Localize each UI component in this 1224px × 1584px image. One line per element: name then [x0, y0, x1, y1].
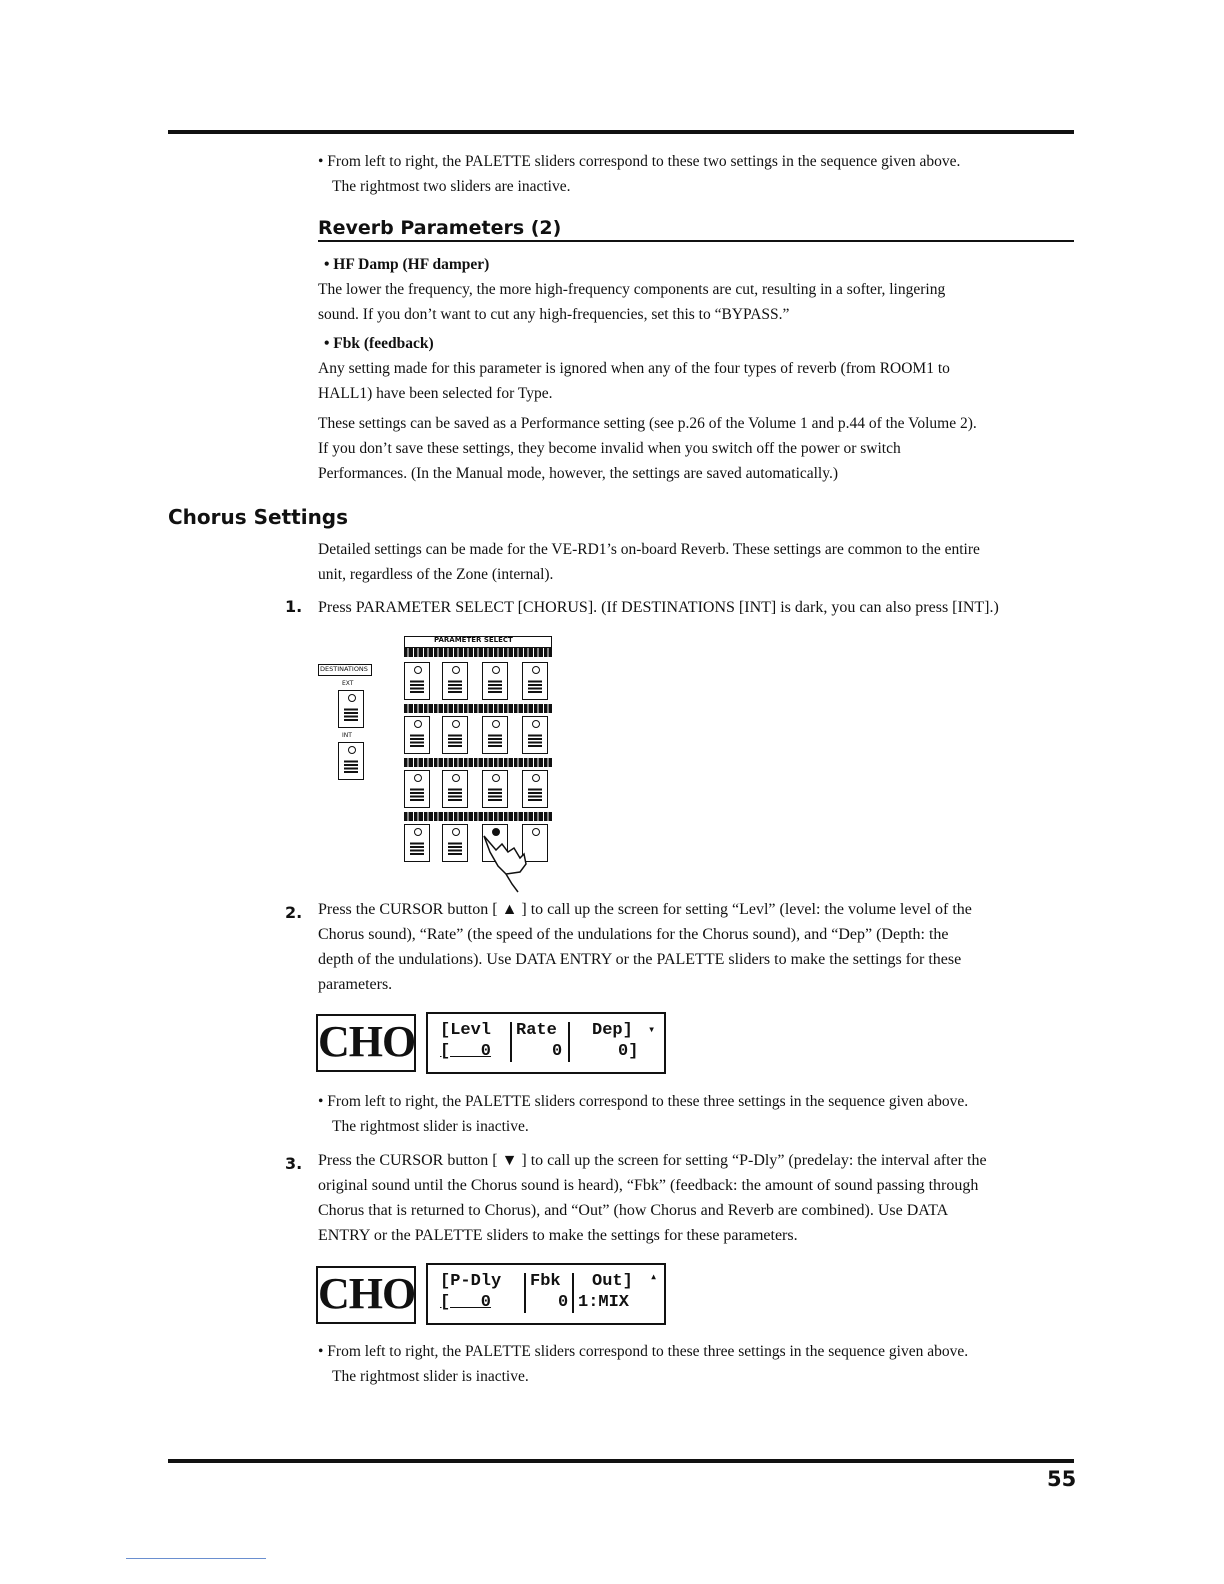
key-face: [528, 787, 542, 801]
note3: [318, 1339, 1078, 1389]
note3-line1: • From left to right, the PALETTE sliders correspond to these three settings in the sequence given above.: [318, 1343, 969, 1360]
param-key[interactable]: [404, 716, 430, 754]
chorus-intro: [318, 537, 1078, 587]
key-face: [410, 733, 424, 747]
reverb-section-title: Reverb Parameters (2): [318, 217, 562, 239]
lcd1-screen: [426, 1012, 666, 1074]
key-face: [448, 679, 462, 693]
lcd1-divider: [568, 1022, 570, 1062]
lcd2-scroll-arrow: ▴: [650, 1270, 658, 1284]
note2-line1: • From left to right, the PALETTE sliders correspond to these three settings in the sequence given above.: [318, 1093, 969, 1110]
note3-line2: The rightmost slider is inactive.: [332, 1368, 529, 1385]
int-key[interactable]: [338, 742, 364, 780]
param-key[interactable]: [482, 716, 508, 754]
led-indicator: [532, 720, 540, 728]
lcd1-levl-value: [ 0: [440, 1042, 492, 1061]
lcd2-fbk-label: Fbk: [530, 1272, 561, 1291]
param-key[interactable]: [442, 716, 468, 754]
lcd2-out-label: Out]: [592, 1272, 633, 1291]
step3-line1: Press the CURSOR button [ ▼ ] to call up the screen for setting “P-Dly” (predelay: the interval after the: [318, 1152, 987, 1169]
ext-key[interactable]: [338, 690, 364, 728]
ext-label: EXT: [342, 680, 354, 687]
hf-damp-line2: sound. If you don’t want to cut any high-frequencies, set this to “BYPASS.”: [318, 306, 790, 323]
fbk-line1: Any setting made for this parameter is ignored when any of the four types of reverb (from ROOM1 to: [318, 360, 950, 377]
led-indicator: [414, 774, 422, 782]
param-key[interactable]: [404, 662, 430, 700]
lcd2-out-value: 1:MIX: [578, 1293, 630, 1312]
save-note-line1: These settings can be saved as a Performance setting (see p.26 of the Volume 1 and p.44 of the Volume 2).: [318, 415, 977, 432]
led-indicator: [414, 720, 422, 728]
hf-damp-line1: The lower the frequency, the more high-frequency components are cut, resulting in a softer, lingering: [318, 281, 946, 298]
param-key[interactable]: [404, 770, 430, 808]
lcd1-rate-label: Rate: [516, 1021, 557, 1040]
pressing-finger-icon: [476, 830, 556, 900]
led-indicator: [492, 666, 500, 674]
lcd2-mode-label: CHO: [316, 1266, 416, 1324]
key-face: [448, 787, 462, 801]
param-key[interactable]: [522, 716, 548, 754]
reverb-title-rule: [318, 240, 1074, 242]
step3-line3: Chorus that is returned to Chorus), and “Out” (how Chorus and Reverb are combined). Use DATA: [318, 1202, 949, 1219]
led-indicator: [492, 774, 500, 782]
step2-line4: parameters.: [318, 976, 393, 993]
param-key[interactable]: [442, 662, 468, 700]
panel-strip-2: [404, 704, 552, 713]
key-face: [448, 733, 462, 747]
chorus-section-title: Chorus Settings: [168, 505, 349, 529]
param-key[interactable]: [482, 770, 508, 808]
led-indicator: [532, 774, 540, 782]
intro-note-line1: • From left to right, the PALETTE sliders correspond to these two settings in the sequence given above.: [318, 153, 961, 170]
bottom-rule: [168, 1459, 1074, 1463]
key-face: [488, 787, 502, 801]
lcd1-mode-label: CHO: [316, 1014, 416, 1072]
chorus-intro-line1: Detailed settings can be made for the VE-RD1’s on-board Reverb. These settings are common to the entire: [318, 541, 980, 558]
led-indicator: [414, 666, 422, 674]
key-face: [528, 679, 542, 693]
key-face: [488, 733, 502, 747]
lcd1-dep-value: 0]: [618, 1042, 639, 1061]
led-indicator: [452, 666, 460, 674]
step3-line4: ENTRY or the PALETTE sliders to make the settings for these parameters.: [318, 1227, 798, 1244]
note2-line2: The rightmost slider is inactive.: [332, 1118, 529, 1135]
destinations-label: DESTINATIONS: [320, 665, 368, 673]
lcd2-fbk-value: 0: [558, 1293, 569, 1312]
lcd1-scroll-arrow: ▾: [648, 1023, 656, 1037]
hf-damp-block: [318, 252, 1074, 327]
lcd2-screen: [426, 1263, 666, 1325]
step2-line3: depth of the undulations). Use DATA ENTRY or the PALETTE sliders to make the settings for these: [318, 951, 962, 968]
step2-line2: Chorus sound), “Rate” (the speed of the undulations for the Chorus sound), and “Dep” (Depth: the: [318, 926, 949, 943]
led-indicator: [452, 720, 460, 728]
save-note-line2: If you don’t save these settings, they become invalid when you switch off the power or switch: [318, 440, 901, 457]
lcd2-divider: [524, 1273, 526, 1313]
led-indicator: [532, 666, 540, 674]
led-indicator: [348, 746, 356, 754]
lcd2-pdly-label: [P-Dly: [440, 1272, 502, 1291]
param-key[interactable]: [442, 824, 468, 862]
param-key[interactable]: [442, 770, 468, 808]
step2-line1: Press the CURSOR button [ ▲ ] to call up the screen for setting “Levl” (level: the volume level of the: [318, 901, 972, 918]
step3-text: [318, 1148, 1078, 1248]
key-face: [344, 759, 358, 773]
led-indicator: [414, 828, 422, 836]
fbk-block: [318, 331, 1074, 406]
int-label: INT: [342, 732, 352, 739]
key-face: [344, 707, 358, 721]
lcd2-pdly-value: [ 0: [440, 1293, 492, 1312]
step3-number: 3.: [285, 1154, 303, 1173]
lcd1-dep-label: Dep]: [592, 1021, 633, 1040]
panel-header: PARAMETER SELECT: [434, 636, 513, 644]
note2: [318, 1089, 1078, 1139]
param-key[interactable]: [522, 770, 548, 808]
param-key[interactable]: [522, 662, 548, 700]
save-note: [318, 411, 1078, 486]
step3-line2: original sound until the Chorus sound is heard), “Fbk” (feedback: the amount of sound passing through: [318, 1177, 979, 1194]
parameter-select-panel: [316, 634, 556, 884]
key-face: [448, 841, 462, 855]
key-face: [488, 679, 502, 693]
led-indicator: [492, 720, 500, 728]
fbk-heading: • Fbk (feedback): [324, 335, 434, 352]
led-indicator: [348, 694, 356, 702]
key-face: [410, 787, 424, 801]
step2-number: 2.: [285, 903, 303, 922]
step1-text: Press PARAMETER SELECT [CHORUS]. (If DESTINATIONS [INT] is dark, you can also press [INT].): [318, 599, 999, 616]
fbk-line2: HALL1) have been selected for Type.: [318, 385, 553, 402]
save-note-line3: Performances. (In the Manual mode, however, the settings are saved automatically.): [318, 465, 839, 482]
key-face: [528, 733, 542, 747]
lcd1-levl-label: [Levl: [440, 1021, 492, 1040]
intro-note-line2: The rightmost two sliders are inactive.: [332, 178, 571, 195]
key-face: [410, 841, 424, 855]
hf-damp-heading: • HF Damp (HF damper): [324, 256, 490, 273]
footer-line: [126, 1558, 266, 1559]
step2-text: [318, 897, 1078, 997]
intro-note: [318, 149, 1078, 199]
top-rule: [168, 130, 1074, 134]
lcd2-divider: [572, 1273, 574, 1313]
step1-number: 1.: [285, 597, 303, 616]
led-indicator: [452, 828, 460, 836]
page-number: 55: [1047, 1467, 1077, 1491]
panel-strip-4: [404, 812, 552, 821]
param-key[interactable]: [404, 824, 430, 862]
chorus-intro-line2: unit, regardless of the Zone (internal).: [318, 566, 554, 583]
led-indicator: [452, 774, 460, 782]
panel-strip-1: [404, 648, 552, 657]
panel-strip-3: [404, 758, 552, 767]
key-face: [410, 679, 424, 693]
lcd1-rate-value: 0: [552, 1042, 563, 1061]
param-key[interactable]: [482, 662, 508, 700]
lcd1-divider: [510, 1022, 512, 1062]
